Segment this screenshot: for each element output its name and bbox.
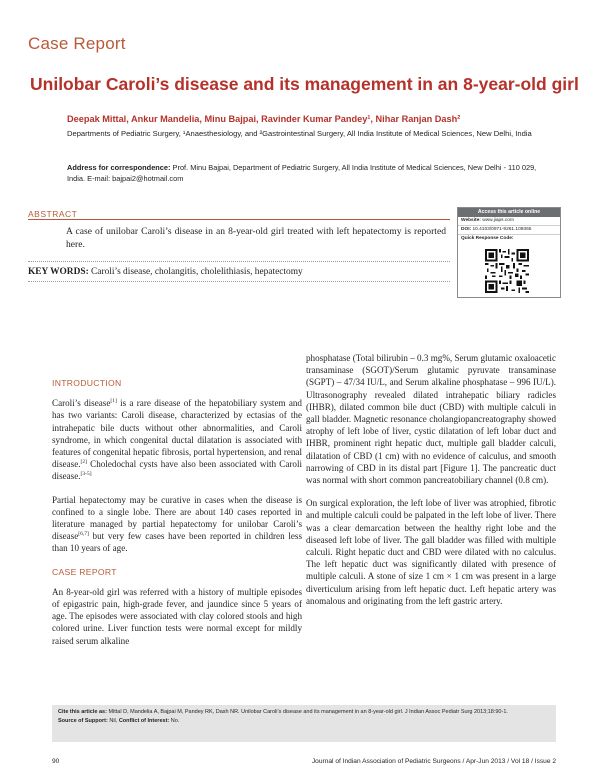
keywords xyxy=(28,267,450,277)
intro-paragraph-1 xyxy=(52,397,302,482)
case-paragraph-3: On surgical exploration, the left lobe of liver was atrophied, fibrotic and multiple calculi could be palpated in the left lobe of liver. There was a clear demarcation between the healthy right lobe and the diseased left lobe of liver. The gall bladder was filled with multiple calculi. Right hepatic duct and CBD were dilated with no calculus. The left hepatic duct was significantly dilated with presence of multiple calculi. A stone of size 1 cm × 1 cm was present in a large diverticulum arising from left hepatic duct. Left hepatic artery was anomalous and originating from the left gastric artery. xyxy=(306,498,556,606)
keywords-text: Caroli’s disease, cholangitis, cholelithiasis, hepatectomy xyxy=(88,267,303,277)
keywords-label: KEY WORDS: xyxy=(28,267,89,277)
support-line xyxy=(58,717,550,726)
case-report-heading: CASE REPORT xyxy=(52,566,117,577)
case-paragraph-2: phosphatase (Total bilirubin – 0.3 mg%, Serum glutamic oxaloacetic transaminase (SGOT)/Serum glutamic pyruvate transaminase (SGPT) – 47/34 IU/L, and Serum alkaline phosphatase – 996 IU/L). Ultrasonography revealed dilated intrahepatic biliary radicles (IHBR), dilated common bile duct (CBD) with multiple calculi in gall bladder. Magnetic resonance cholangiopancreatography showed atrophy of left lobe of liver, cystic dilatation of left lobar duct and IHBR, prominent right hepatic duct, multiple gall bladder calculi, dilatation of CBD (1 cm) with no evidence of calculus, and smooth narrowing of CBD in its distal part [Figure 1]. The pancreatic duct was normal with short common pancreatobiliary channel (0.8 cm). xyxy=(306,353,556,486)
access-website xyxy=(458,217,560,226)
conflict-label: Conflict of Interest: xyxy=(118,718,170,724)
qr-code-icon[interactable] xyxy=(485,249,529,293)
keywords-divider-top xyxy=(28,261,450,262)
cite-label: Cite this article as: xyxy=(58,709,107,715)
correspondence-label: Address for correspondence: xyxy=(67,163,171,172)
website-label: Website: xyxy=(461,218,481,223)
left-column xyxy=(52,377,302,658)
website-link[interactable]: www.jiaps.com xyxy=(480,218,514,223)
citation-line xyxy=(58,708,550,717)
access-doi xyxy=(458,226,560,235)
support-text: Nil, xyxy=(107,718,119,724)
case-paragraph-1: An 8-year-old girl was referred with a history of multiple episodes of epigastric pain, high-grade fever, and jaundice since 5 years of age. The episodes were associated with clay colored stools and high colored urine. Liver function tests were normal except for mildly raised serum alkaline xyxy=(52,586,302,646)
reference-link[interactable]: [6,7] xyxy=(78,531,89,538)
page-number: 90 xyxy=(52,758,60,765)
support-label: Source of Support: xyxy=(58,718,108,724)
intro-p2-text-a: Partial hepatectomy may be curative in cases when the disease is confined to a single lobe. There are about 140 cases reported in literature managed by partial hepatectomy for unilobar Caroli’s disease xyxy=(52,494,302,542)
intro-paragraph-2 xyxy=(52,494,302,555)
conflict-text: No. xyxy=(169,718,180,724)
doi-value[interactable]: 10.4103/0971-9261.109365 xyxy=(471,227,532,232)
author-list: Deepak Mittal, Ankur Mandelia, Minu Bajpai, Ravinder Kumar Pandey¹, Nihar Ranjan Dash² xyxy=(67,114,461,124)
intro-p2-text-b: but very few cases have been reported in children less than 10 years of age. xyxy=(52,531,302,554)
correspondence-text: Prof. Minu Bajpai, Department of Pediatric Surgery, All India Institute of Medical Sciences, New Delhi - 110 029, India. E-mail: bajpai2@hotmail.com xyxy=(67,163,537,183)
introduction-heading: INTRODUCTION xyxy=(52,378,122,388)
qr-label: Quick Response Code: xyxy=(461,236,514,241)
access-heading: Access this article online xyxy=(458,208,560,217)
cite-text: Mittal D, Mandelia A, Bajpai M, Pandey RK, Dash NR. Unilobar Caroli’s disease and its management in an 8-year-old girl. J Indian Assoc Pediatr Surg 2013;18:90-1. xyxy=(106,709,508,715)
keywords-divider-bottom xyxy=(28,281,450,282)
doi-label: DOI: xyxy=(461,227,472,232)
correspondence xyxy=(67,162,552,184)
abstract-heading: ABSTRACT xyxy=(28,209,78,219)
access-qr-label xyxy=(458,235,560,243)
citation-box xyxy=(52,705,556,742)
access-online-box xyxy=(457,207,561,298)
intro-p1-text-c: Choledochal cysts have also been associated with Caroli disease. xyxy=(52,459,302,482)
affiliation: Departments of Pediatric Surgery, ¹Anaesthesiology, and ²Gastrointestinal Surgery, All India Institute of Medical Sciences, New Delhi, India xyxy=(67,129,532,138)
section-label: Case Report xyxy=(28,34,126,53)
intro-p1-text-a: Caroli’s disease xyxy=(52,398,111,409)
abstract-divider xyxy=(28,219,450,220)
right-column xyxy=(306,352,556,618)
reference-link[interactable]: [3-5] xyxy=(80,471,92,478)
article-title: Unilobar Caroli’s disease and its management in an 8-year-old girl xyxy=(30,74,579,94)
reference-link[interactable]: [2] xyxy=(80,459,87,466)
reference-link[interactable]: [1] xyxy=(110,398,117,405)
journal-footer: Journal of Indian Association of Pediatric Surgeons / Apr-Jun 2013 / Vol 18 / Issue 2 xyxy=(311,758,556,765)
intro-p1-text-b: is a rare disease of the hepatobiliary system and has two variants: Caroli disease, characterized by ectasias of the intrahepatic bile ducts without other abnormalities, and Caroli syndrome, in which congenital ductal dilatation is associated with features of congenital hepatic fibrosis, portal hypertension, and renal disease. xyxy=(52,398,302,470)
abstract-text: A case of unilobar Caroli’s disease in an 8-year-old girl treated with left hepatectomy is reported here. xyxy=(66,226,446,250)
